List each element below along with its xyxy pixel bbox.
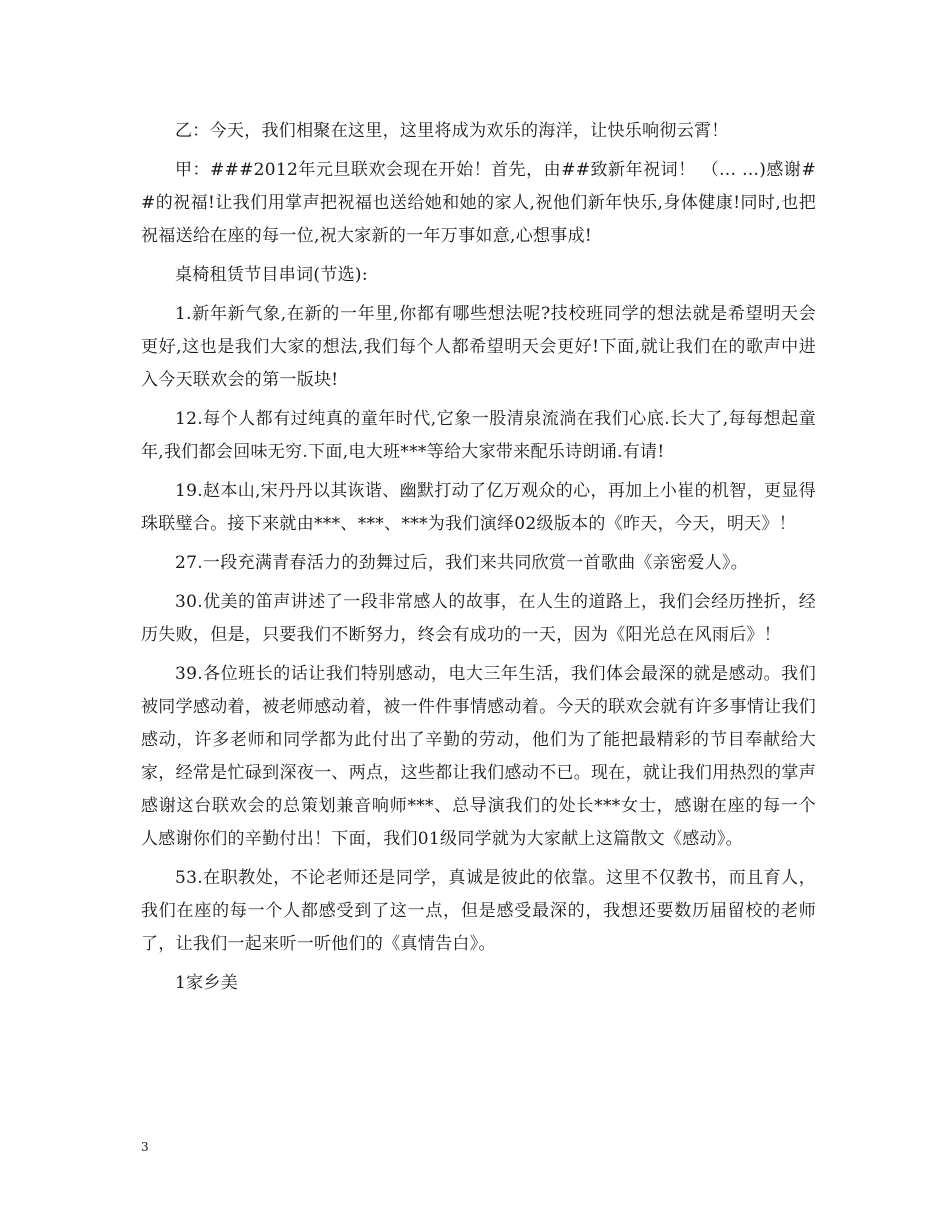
paragraph-dialogue-yi: 乙：今天，我们相聚在这里，这里将成为欢乐的海洋，让快乐响彻云霄！ [175, 121, 729, 141]
document-body [141, 115, 816, 1006]
paragraph-item-1: 1.新年新气象,在新的一年里,你都有哪些想法呢?技校班同学的想法就是希望明天会更好,这也是我们大家的想法,我们每个人都希望明天会更好!下面,就让我们在的歌声中进入今天联欢会的第一版块! [141, 304, 816, 390]
paragraph-item-27: 27.一段充满青春活力的劲舞过后，我们来共同欣赏一首歌曲《亲密爱人》。 [175, 553, 749, 573]
page-number: 3 [141, 1140, 149, 1154]
paragraph-item-53: 53.在职教处，不论老师还是同学，真诚是彼此的依靠。这里不仅教书，而且育人，我们在座的每一个人都感受到了这一点，但是感受最深的，我想还要数历届留校的老师了，让我们一起来听一听他们的《真情告白》。 [141, 868, 816, 954]
paragraph-item-19: 19.赵本山,宋丹丹以其诙谐、幽默打动了亿万观众的心，再加上小崔的机智，更显得珠联璧合。接下来就由***、***、***为我们演绎02级版本的《昨天，今天，明天》！ [141, 481, 816, 534]
paragraph-item-39: 39.各位班长的话让我们特别感动，电大三年生活，我们体会最深的就是感动。我们被同学感动着，被老师感动着，被一件件事情感动着。今天的联欢会就有许多事情让我们感动，许多老师和同学都为此付出了辛勤的劳动，他们为了能把最精彩的节目奉献给大家，经常是忙碌到深夜一、两点，这些都让我们感动不已。现在，就让我们用热烈的掌声感谢这台联欢会的总策划兼音响师***、总导演我们的处长***女士，感谢在座的每一个人感谢你们的辛勤付出！下面，我们01级同学就为大家献上这篇散文《感动》。 [141, 664, 816, 849]
paragraph-item-30: 30.优美的笛声讲述了一段非常感人的故事，在人生的道路上，我们会经历挫折，经历失败，但是，只要我们不断努力，终会有成功的一天，因为《阳光总在风雨后》！ [141, 592, 816, 645]
paragraph-dialogue-jia: 甲：###2012年元旦联欢会现在开始！首先，由##致新年祝词！ （... ...)感谢##的祝福!让我们用掌声把祝福也送给她和她的家人,祝他们新年快乐,身体健康!同时,也把祝福送给在座的每一位,祝大家新的一年万事如意,心想事成! [141, 160, 816, 246]
paragraph-subheading-hometown: 1家乡美 [175, 973, 239, 993]
paragraph-item-12: 12.每个人都有过纯真的童年时代,它象一股清泉流淌在我们心底.长大了,每每想起童年,我们都会回味无穷.下面,电大班***等给大家带来配乐诗朗诵.有请! [141, 409, 816, 462]
paragraph-section-heading: 桌椅租赁节目串词(节选): [175, 265, 368, 285]
